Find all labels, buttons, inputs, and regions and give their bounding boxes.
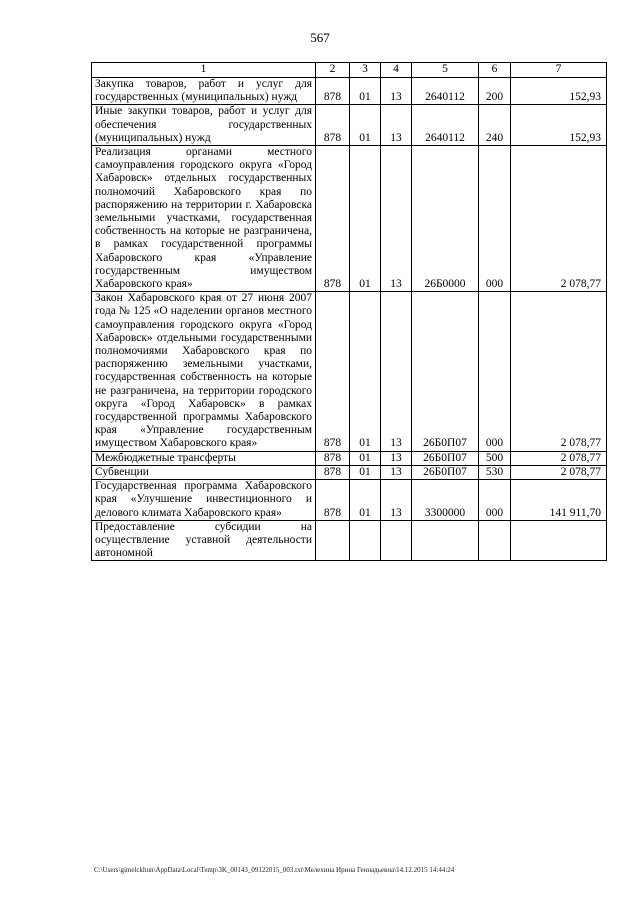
row-code-6: 500 [479,451,511,465]
row-code-3: 01 [350,146,381,292]
row-code-3: 01 [350,465,381,479]
column-header-3: 3 [350,63,381,78]
column-header-1: 1 [92,63,316,78]
row-code-4: 13 [381,292,412,451]
table-row [92,480,607,521]
row-amount: 141 911,70 [511,480,607,521]
row-code-6: 200 [479,78,511,105]
table-row [92,146,607,292]
row-name: Закупка товаров, работ и услуг для государственных (муниципальных) нужд [92,78,316,105]
row-code-5: 2640112 [412,105,479,146]
row-code-2: 878 [316,78,350,105]
row-amount: 2 078,77 [511,451,607,465]
row-amount [511,520,607,561]
budget-table [91,62,607,561]
document-footer-path: C:\Users\gimelckhun\AppData\Local\Temp\3K_00143_09122015_003.txt\Мелехина Ирина Геннадьевна\14.12.2015 14:44:24 [94,866,455,874]
row-name: Государственная программа Хабаровского края «Улучшение инвестиционного и делового климата Хабаровского края» [92,480,316,521]
row-amount: 2 078,77 [511,292,607,451]
column-header-5: 5 [412,63,479,78]
table-row [92,105,607,146]
row-amount: 152,93 [511,78,607,105]
row-code-5: 26Б0П07 [412,451,479,465]
row-amount: 2 078,77 [511,146,607,292]
row-code-6: 000 [479,480,511,521]
row-code-6 [479,520,511,561]
row-code-2: 878 [316,292,350,451]
page-number: 567 [310,30,330,45]
row-code-3: 01 [350,451,381,465]
row-code-5: 3300000 [412,480,479,521]
row-name: Субвенции [92,465,316,479]
row-code-2: 878 [316,146,350,292]
row-code-6: 530 [479,465,511,479]
row-name: Межбюджетные трансферты [92,451,316,465]
table-header-row [92,63,607,78]
row-code-3: 01 [350,105,381,146]
row-amount: 2 078,77 [511,465,607,479]
row-code-4: 13 [381,480,412,521]
row-code-4: 13 [381,465,412,479]
row-code-3 [350,520,381,561]
table-row [92,292,607,451]
row-name: Реализация органами местного самоуправления городского округа «Город Хабаровск» отдельных государственных полномочий Хабаровского края по распоряжению на территории г. Хабаровска земельными участками, государственная собственность на которые не разграничена, в рамках государственной программы Хабаровского края «Управление государственным имуществом Хабаровского края» [92,146,316,292]
row-code-3: 01 [350,292,381,451]
row-code-3: 01 [350,78,381,105]
row-code-2: 878 [316,105,350,146]
row-name: Иные закупки товаров, работ и услуг для обеспечения государственных (муниципальных) нужд [92,105,316,146]
row-code-2: 878 [316,465,350,479]
row-code-6: 240 [479,105,511,146]
row-code-4: 13 [381,105,412,146]
table-row [92,520,607,561]
table-row [92,78,607,105]
table-row [92,451,607,465]
row-code-6: 000 [479,146,511,292]
row-code-6: 000 [479,292,511,451]
row-code-4: 13 [381,451,412,465]
row-name: Закон Хабаровского края от 27 июня 2007 года № 125 «О наделении органов местного самоуправления городского округа «Город Хабаровск» отдельными государственными полномочиями Хабаровского края по распоряжению земельными участками, государственная собственность на которые не разграничена, на территории городского округа «Город Хабаровск» в рамках государственной программы Хабаровского края «Управление государственным имуществом Хабаровского края» [92,292,316,451]
row-code-2 [316,520,350,561]
row-code-4: 13 [381,146,412,292]
row-code-5: 26Б0П07 [412,465,479,479]
column-header-2: 2 [316,63,350,78]
row-code-5: 2640112 [412,78,479,105]
row-code-2: 878 [316,480,350,521]
row-code-2: 878 [316,451,350,465]
row-code-4: 13 [381,78,412,105]
table-row [92,465,607,479]
row-code-5 [412,520,479,561]
column-header-4: 4 [381,63,412,78]
row-code-5: 26Б0000 [412,146,479,292]
row-amount: 152,93 [511,105,607,146]
row-code-4 [381,520,412,561]
row-code-3: 01 [350,480,381,521]
column-header-7: 7 [511,63,607,78]
row-name: Предоставление субсидии на осуществление уставной деятельности автономной [92,520,316,561]
column-header-6: 6 [479,63,511,78]
row-code-5: 26Б0П07 [412,292,479,451]
